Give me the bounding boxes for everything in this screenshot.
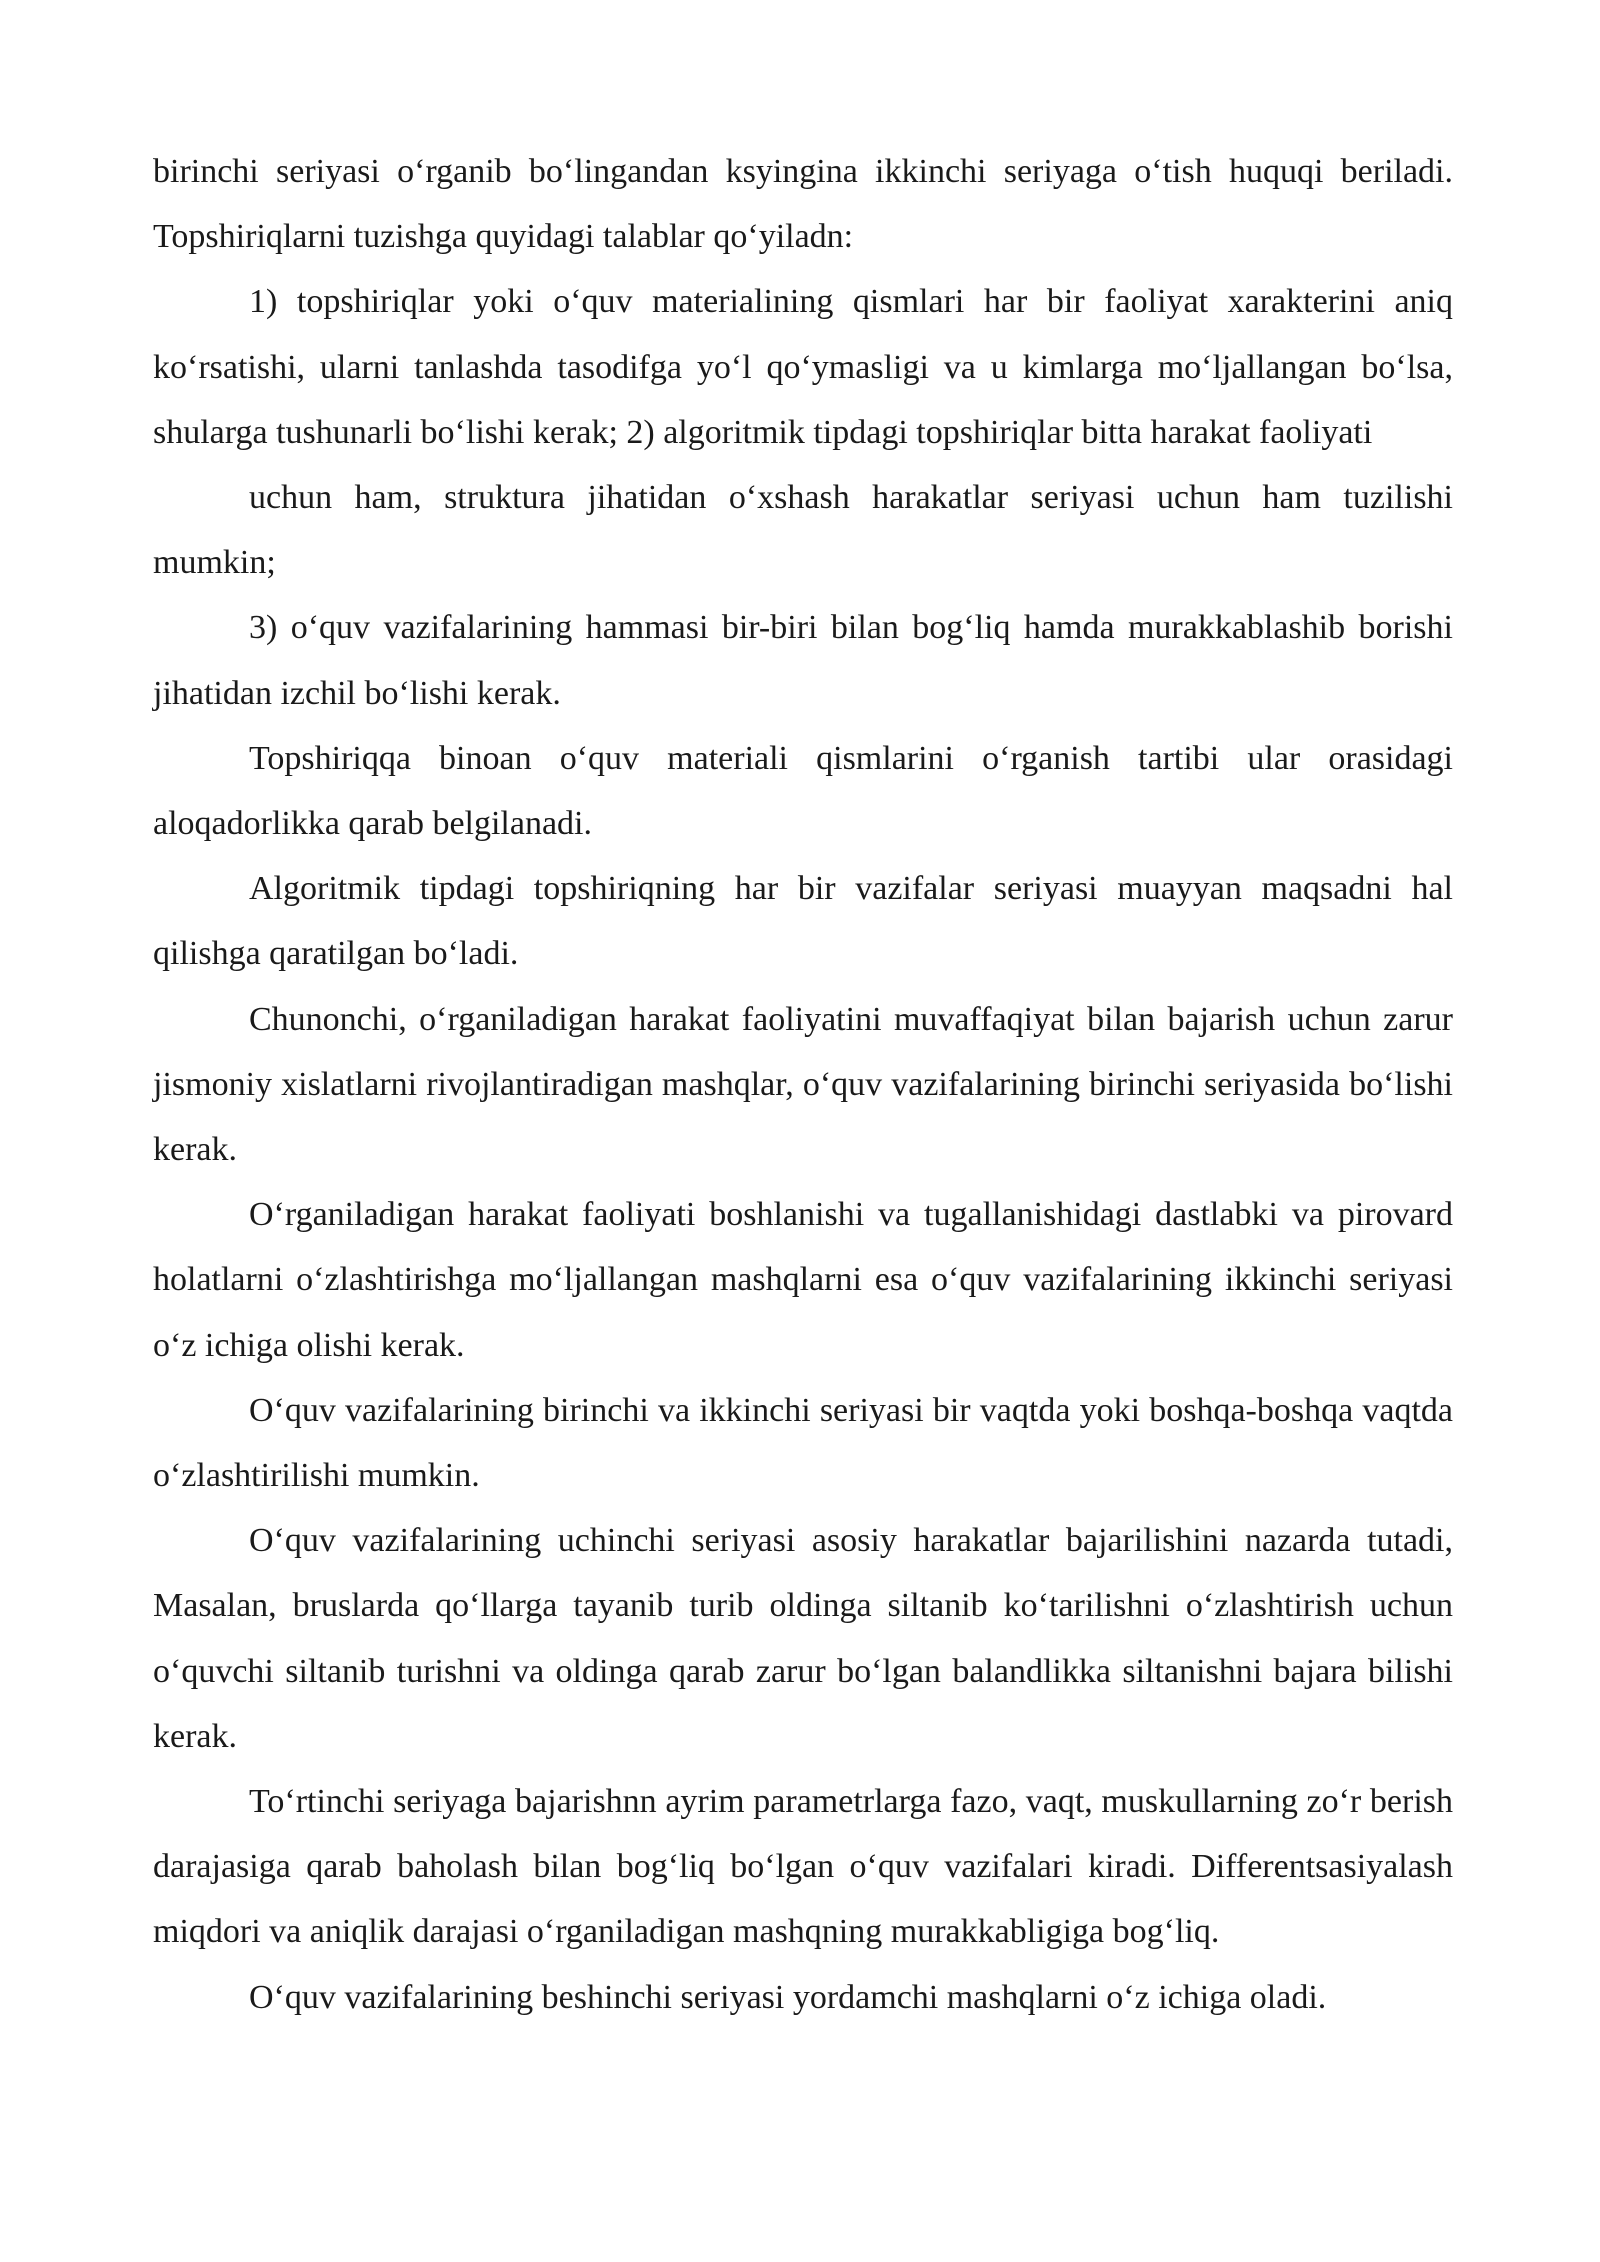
paragraph-10: O‘quv vazifalarining uchinchi seriyasi asosiy harakatlar bajarilishini nazarda tutadi, Masalan, bruslarda qo‘llarga tayanib turib oldinga siltanib ko‘tarilishni o‘zlashtirish uchun o‘quvchi siltanib turishni va oldinga qarab zarur bo‘lgan balandlikka siltanishni bajara bilishi kerak. (153, 1522, 1453, 1755)
paragraph-1: birinchi seriyasi o‘rganib bo‘lingandan ksyingina ikkinchi seriyaga o‘tish huquqi beriladi. Topshiriqlarni tuzishga quyidagi talablar qo‘yiladn: (153, 153, 1453, 256)
paragraph-12: O‘quv vazifalarining beshinchi seriyasi yordamchi mashqlarni o‘z ichiga oladi. (249, 1978, 1327, 2016)
paragraph-4: 3) o‘quv vazifalarining hammasi bir-biri bilan bog‘liq hamda murakkablashib borishi jihatidan izchil bo‘lishi kerak. (153, 609, 1453, 712)
paragraph-2: 1) topshiriqlar yoki o‘quv materialining qismlari har bir faoliyat xarakterini aniq ko‘rsatishi, ularni tanlashda tasodifga yo‘l qo‘ymasligi va u kimlarga mo‘ljallangan bo‘lsa, shularga tushunarli bo‘lishi kerak; 2) algoritmik tipdagi topshiriqlar bitta harakat faoliyati (153, 283, 1453, 451)
paragraph-8: O‘rganiladigan harakat faoliyati boshlanishi va tugallanishidagi dastlabki va pirovard holatlarni o‘zlashtirishga mo‘ljallangan mashqlarni esa o‘quv vazifalarining ikkinchi seriyasi o‘z ichiga olishi kerak. (153, 1196, 1453, 1364)
paragraph-9: O‘quv vazifalarining birinchi va ikkinchi seriyasi bir vaqtda yoki boshqa-boshqa vaqtda o‘zlashtirilishi mumkin. (153, 1391, 1453, 1495)
paragraph-5: Topshiriqqa binoan o‘quv materiali qismlarini o‘rganish tartibi ular orasidagi aloqadorlikka qarab belgilanadi. (153, 739, 1453, 843)
document-page (153, 139, 1453, 2030)
paragraph-3: uchun ham, struktura jihatidan o‘xshash harakatlar seriyasi uchun ham tuzilishi mumkin; (153, 479, 1453, 582)
paragraph-6: Algoritmik tipdagi topshiriqning har bir vazifalar seriyasi muayyan maqsadni hal qilishga qaratilgan bo‘ladi. (153, 870, 1453, 973)
paragraph-7: Chunonchi, o‘rganiladigan harakat faoliyatini muvaffaqiyat bilan bajarish uchun zarur jismoniy xislatlarni rivojlantiradigan mashqlar, o‘quv vazifalarining birinchi seriyasida bo‘lishi kerak. (153, 1000, 1453, 1169)
paragraph-11: To‘rtinchi seriyaga bajarishnn ayrim parametrlarga fazo, vaqt, muskullarning zo‘r berish darajasiga qarab baholash bilan bog‘liq bo‘lgan o‘quv vazifalari kiradi. Differentsasiyalash miqdori va aniqlik darajasi o‘rganiladigan mashqning murakkabligiga bog‘liq. (153, 1783, 1453, 1951)
